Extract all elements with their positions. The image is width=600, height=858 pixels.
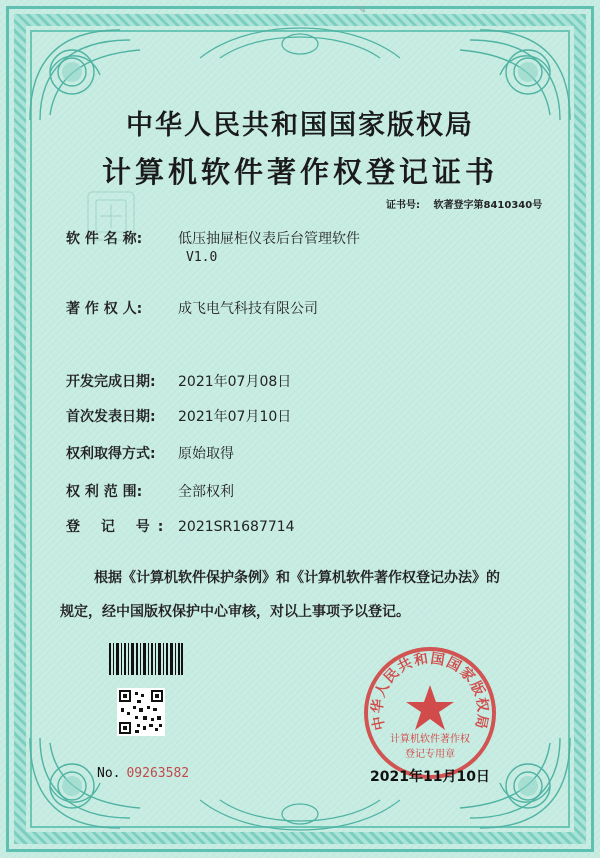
field-label: 首次发表日期:: [66, 409, 156, 425]
field-value: 全部权利: [178, 484, 234, 500]
issue-date: 2021年11月10日: [370, 769, 490, 785]
field-label: 登 记 号:: [66, 519, 172, 535]
field-label: 权利取得方式:: [66, 446, 156, 462]
field-value: 2021SR1687714: [178, 519, 295, 535]
seal-center-line-2: 登记专用章: [405, 749, 455, 760]
field-registration-number: [66, 516, 295, 536]
software-version: V1.0: [186, 250, 218, 265]
certificate-number-label: 证书号:: [386, 200, 420, 211]
top-ornament-icon: [200, 18, 400, 64]
serial-value: 09263582: [126, 766, 190, 781]
issuing-authority: 中华人民共和国国家版权局: [126, 110, 474, 141]
handwritten-mark: ✎: [358, 5, 367, 16]
field-software-name: [66, 228, 360, 248]
field-value: 成飞电气科技有限公司: [178, 301, 318, 317]
certificate-number-value: 软著登字第8410340号: [433, 200, 543, 211]
field-label: 开发完成日期:: [66, 374, 156, 390]
field-value: 2021年07月08日: [178, 374, 292, 390]
seal-center-line-1: 计算机软件著作权: [390, 734, 470, 745]
statement-line-2: 规定，经中国版权保护中心审核，对以上事项予以登记。: [60, 604, 410, 620]
field-acquisition-method: [66, 443, 234, 463]
bottom-ornament-icon: [200, 794, 400, 840]
serial-number: [97, 766, 189, 781]
qr-code-icon: [117, 688, 165, 736]
certificate-title: 计算机软件著作权登记证书: [101, 155, 498, 189]
field-value: 原始取得: [178, 446, 234, 462]
field-copyright-owner: [66, 298, 318, 318]
field-completion-date: [66, 371, 291, 391]
field-label: 软 件 名 称:: [66, 231, 143, 247]
field-value: 2021年07月10日: [178, 409, 292, 425]
field-label: 权 利 范 围:: [66, 484, 143, 500]
serial-prefix: No.: [97, 766, 121, 781]
field-rights-scope: [66, 481, 234, 501]
corner-ornament-icon: [20, 728, 170, 838]
barcode-icon: [109, 643, 183, 675]
field-publication-date: [66, 406, 291, 426]
field-value: 低压抽屉柜仪表后台管理软件: [178, 231, 360, 247]
official-seal-icon: [362, 645, 498, 781]
svg-text:中华人民共和国国家版权局: 中华人民共和国国家版权局: [369, 650, 491, 732]
statement-line-1: 根据《计算机软件保护条例》和《计算机软件著作权登记办法》的: [94, 570, 500, 586]
certificate-number: [386, 196, 542, 211]
field-label: 著 作 权 人:: [66, 301, 143, 317]
